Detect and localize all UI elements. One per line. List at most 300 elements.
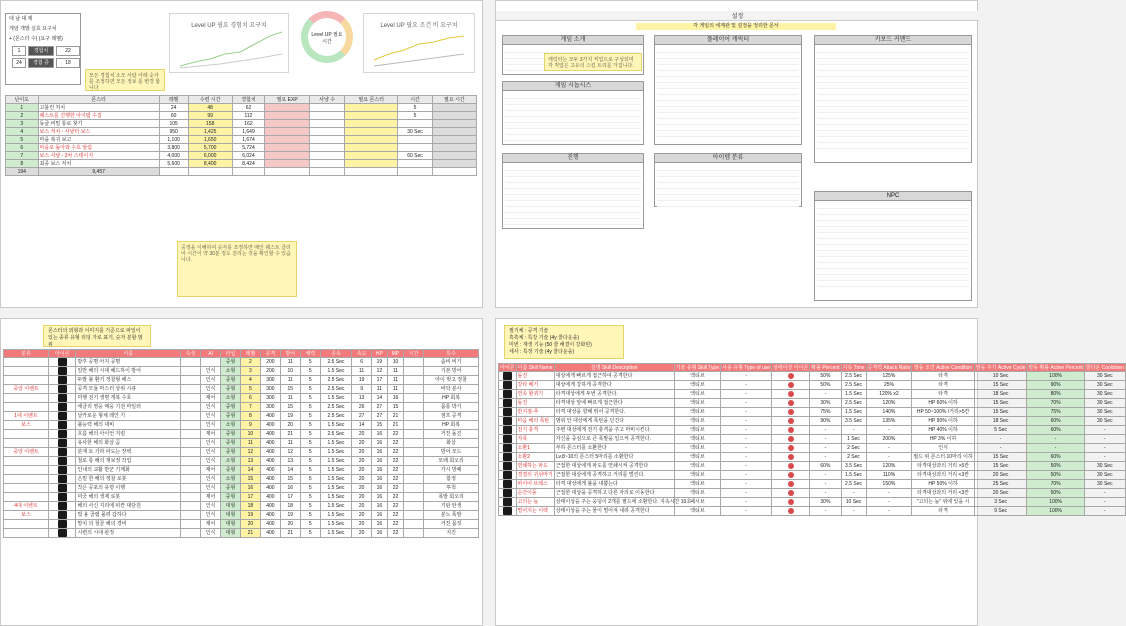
class-cell[interactable]: [4, 475, 49, 484]
skill-type-cell[interactable]: 액티브: [674, 399, 720, 408]
hp-cell[interactable]: 5: [300, 466, 320, 475]
hp-cell[interactable]: 5: [300, 394, 320, 403]
duration-cell[interactable]: 2.5 Sec: [841, 372, 866, 381]
active-percent-cell[interactable]: 50%: [1027, 489, 1084, 498]
special-cell[interactable]: 아이 벗고 정찰: [424, 376, 479, 385]
use-type-cell[interactable]: -: [721, 453, 772, 462]
active-percent-cell[interactable]: 100%: [1027, 498, 1084, 507]
stat-cell[interactable]: 22: [387, 502, 404, 511]
ai-cell[interactable]: 제어: [201, 394, 221, 403]
use-type-cell[interactable]: -: [721, 489, 772, 498]
percent-cell[interactable]: 90%: [810, 417, 841, 426]
percent-cell[interactable]: -: [810, 471, 841, 480]
value-cell[interactable]: [310, 104, 345, 112]
defense-cell[interactable]: 19: [280, 412, 300, 421]
time-cell[interactable]: 60 Sec: [398, 152, 433, 160]
defense-cell[interactable]: 21: [280, 529, 300, 538]
time-cell[interactable]: 5: [398, 104, 433, 112]
level-cell[interactable]: 7: [240, 403, 260, 412]
class-cell[interactable]: [4, 457, 49, 466]
skill-desc-cell[interactable]: 상태이상을 주는 물이 떨어져 내려 공격한다: [554, 507, 674, 516]
skill-name-cell[interactable]: 전기 충격: [516, 426, 554, 435]
attribute-cell[interactable]: [181, 511, 201, 520]
stat-cell[interactable]: 22: [387, 457, 404, 466]
value-cell[interactable]: [310, 152, 345, 160]
use-type-cell[interactable]: -: [721, 480, 772, 489]
use-type-cell[interactable]: -: [721, 372, 772, 381]
attack-cell[interactable]: 400: [260, 421, 280, 430]
type-cell[interactable]: 소형: [221, 475, 241, 484]
quest-name-cell[interactable]: 최종 보스 처치: [38, 160, 159, 168]
type-cell[interactable]: 중형: [221, 358, 241, 367]
stat-cell[interactable]: 17: [372, 376, 388, 385]
cooldown-cell[interactable]: 30 Sec: [1084, 417, 1125, 426]
condition-cell[interactable]: 타격대상과의 거리 >5칸: [912, 462, 974, 471]
time-cell[interactable]: [404, 412, 424, 421]
condition-cell[interactable]: HP 50% 이하: [912, 480, 974, 489]
condition-cell[interactable]: 인식: [912, 444, 974, 453]
skill-desc-cell[interactable]: 상태이상을 주는 웅덩이 2개를 필드에 소환한다. 지속시간 10초: [555, 499, 692, 505]
value-cell[interactable]: 6,024: [232, 152, 265, 160]
level-cell[interactable]: 7: [6, 152, 39, 160]
condition-cell[interactable]: 타격: [912, 390, 974, 399]
special-cell[interactable]: 투척: [424, 484, 479, 493]
skill-name-cell[interactable]: 파이어 브레스: [516, 480, 554, 489]
attack-cell[interactable]: 300: [260, 376, 280, 385]
use-type-cell[interactable]: -: [721, 390, 772, 399]
special-cell[interactable]: 폭발 회오리: [424, 493, 479, 502]
defense-cell[interactable]: 11: [280, 394, 300, 403]
speed-cell[interactable]: 1.5 Sec: [320, 484, 351, 493]
skill-type-cell[interactable]: 액티브: [674, 462, 720, 471]
speed-cell[interactable]: 2.5 Sec: [320, 403, 351, 412]
monster-name-cell[interactable]: 공격 모듈 마스터 상위 시큐: [76, 385, 181, 394]
attack-cell[interactable]: 400: [260, 448, 280, 457]
type-cell[interactable]: 중형: [221, 412, 241, 421]
defense-cell[interactable]: 20: [280, 520, 300, 529]
condition-cell[interactable]: 타격: [912, 507, 974, 516]
value-cell[interactable]: [265, 128, 310, 136]
cooldown-cell[interactable]: 30 Sec: [1084, 372, 1125, 381]
time-cell[interactable]: [404, 439, 424, 448]
condition-cell[interactable]: HP 3% 이하: [912, 435, 974, 444]
skill-name-cell[interactable]: 반지점-푸: [516, 408, 554, 417]
stat-cell[interactable]: 6: [352, 358, 372, 367]
speed-cell[interactable]: 1.5 Sec: [320, 421, 351, 430]
percent-cell[interactable]: -: [810, 453, 841, 462]
skill-type-cell[interactable]: 액티브: [674, 372, 720, 381]
cycle-cell[interactable]: 20 Sec: [974, 471, 1027, 480]
special-cell[interactable]: 지진: [424, 529, 479, 538]
attribute-cell[interactable]: [181, 448, 201, 457]
level-cell[interactable]: 12: [240, 448, 260, 457]
attribute-cell[interactable]: [181, 430, 201, 439]
ai-cell[interactable]: 인식: [201, 502, 221, 511]
stat-cell[interactable]: 22: [387, 520, 404, 529]
time-cell[interactable]: [404, 385, 424, 394]
ai-cell[interactable]: 인식: [201, 511, 221, 520]
skill-name-cell[interactable]: 소환1: [516, 444, 554, 453]
attribute-cell[interactable]: [181, 358, 201, 367]
value-cell[interactable]: [310, 112, 345, 120]
stat-cell[interactable]: 11: [387, 367, 404, 376]
quest-name-cell[interactable]: 마을 복귀 보고: [38, 136, 159, 144]
type-cell[interactable]: 대형: [221, 511, 241, 520]
attribute-cell[interactable]: [181, 493, 201, 502]
hp-cell[interactable]: 5: [300, 385, 320, 394]
value-cell[interactable]: [432, 120, 476, 128]
attribute-cell[interactable]: [181, 502, 201, 511]
condition-cell[interactable]: HP 90% 이하: [912, 417, 974, 426]
cycle-cell[interactable]: 15 Sec: [974, 399, 1027, 408]
defense-cell[interactable]: 16: [280, 484, 300, 493]
value-cell[interactable]: [310, 144, 345, 152]
skill-type-cell[interactable]: 액티브: [674, 489, 720, 498]
monster-name-cell[interactable]: 일반 해의 시대 헤드하이 방어: [76, 367, 181, 376]
attribute-cell[interactable]: [181, 403, 201, 412]
stat-cell[interactable]: 16: [372, 439, 388, 448]
attribute-cell[interactable]: [181, 394, 201, 403]
stat-cell[interactable]: 20: [352, 430, 372, 439]
stat-cell[interactable]: 19: [352, 376, 372, 385]
ai-cell[interactable]: 인식: [201, 367, 221, 376]
time-cell[interactable]: 30 Sec: [398, 128, 433, 136]
skill-name-cell[interactable]: 순간이동: [516, 489, 554, 498]
special-cell[interactable]: HP 회복: [424, 394, 479, 403]
skill-desc-cell[interactable]: 타격 대상에게 불을 내뿜는다: [554, 480, 674, 489]
value-cell[interactable]: [345, 160, 398, 168]
skill-type-cell[interactable]: 패시브: [674, 498, 720, 507]
attack-ratio-cell[interactable]: 120% x2: [866, 390, 912, 399]
type-cell[interactable]: 중형: [221, 385, 241, 394]
stat-cell[interactable]: 20: [352, 448, 372, 457]
stat-cell[interactable]: 22: [387, 493, 404, 502]
hp-cell[interactable]: 5: [300, 403, 320, 412]
skill-name-cell[interactable]: 돌진: [516, 372, 554, 381]
attack-cell[interactable]: 400: [260, 493, 280, 502]
attack-ratio-cell[interactable]: 110%: [866, 471, 912, 480]
value-cell[interactable]: [345, 144, 398, 152]
level-cell[interactable]: 6: [240, 394, 260, 403]
special-cell[interactable]: 몸통 박기: [424, 403, 479, 412]
stat-cell[interactable]: 12: [372, 367, 388, 376]
ai-cell[interactable]: 제어: [201, 430, 221, 439]
class-cell[interactable]: [4, 394, 49, 403]
speed-cell[interactable]: 1.5 Sec: [320, 457, 351, 466]
skill-desc-cell[interactable]: 근접한 대상을 공격하고 다른 자리로 이동한다: [554, 489, 674, 498]
special-cell[interactable]: 가시 방패: [424, 466, 479, 475]
cycle-cell[interactable]: -: [974, 435, 1027, 444]
class-cell[interactable]: 보스: [4, 511, 49, 520]
stat-cell[interactable]: 22: [387, 484, 404, 493]
defense-cell[interactable]: 19: [280, 511, 300, 520]
special-cell[interactable]: 기판 탄생: [424, 502, 479, 511]
cooldown-cell[interactable]: -: [1084, 435, 1125, 444]
value-cell[interactable]: [432, 112, 476, 120]
class-cell[interactable]: [4, 430, 49, 439]
monster-name-cell[interactable]: 인내의 교활 반군 기계화: [76, 466, 181, 475]
skill-name-cell[interactable]: 경결의 귀섞마기: [517, 472, 553, 478]
type-cell[interactable]: 중형: [221, 448, 241, 457]
class-cell[interactable]: 1대 이벤트: [4, 412, 49, 421]
time-cell[interactable]: [404, 448, 424, 457]
skill-type-cell[interactable]: 액티브: [674, 381, 720, 390]
speed-cell[interactable]: 1.5 Sec: [320, 511, 351, 520]
defense-cell[interactable]: 11: [280, 439, 300, 448]
level-cell[interactable]: 4: [6, 128, 39, 136]
hp-cell[interactable]: 5: [300, 484, 320, 493]
cooldown-cell[interactable]: -: [1084, 453, 1125, 462]
special-cell[interactable]: 함정: [424, 475, 479, 484]
value-cell[interactable]: 6,000: [188, 152, 232, 160]
cycle-cell[interactable]: 15 Sec: [974, 408, 1027, 417]
class-cell[interactable]: [4, 484, 49, 493]
active-percent-cell[interactable]: 100%: [1027, 507, 1084, 516]
cell[interactable]: 1: [12, 46, 26, 56]
stat-cell[interactable]: 16: [372, 430, 388, 439]
cooldown-cell[interactable]: 30 Sec: [1084, 399, 1125, 408]
cell[interactable]: 경험치: [28, 46, 54, 56]
stat-cell[interactable]: 22: [387, 475, 404, 484]
cycle-cell[interactable]: 10 Sec: [974, 372, 1027, 381]
class-cell[interactable]: [4, 466, 49, 475]
ai-cell[interactable]: 인식: [201, 421, 221, 430]
skill-desc-cell[interactable]: 주변 대상에게 전기 충격을 주고 마비시킨다.: [554, 426, 674, 435]
attribute-cell[interactable]: [181, 385, 201, 394]
stat-cell[interactable]: 20: [352, 520, 372, 529]
skill-desc-cell[interactable]: Lv.8~10의 몬스터 5마리를 소환한다: [554, 453, 674, 462]
skill-type-cell[interactable]: 액티브: [674, 471, 720, 480]
level-cell[interactable]: 9: [240, 421, 260, 430]
duration-cell[interactable]: -: [841, 426, 866, 435]
attack-ratio-cell[interactable]: -: [866, 426, 912, 435]
stat-cell[interactable]: 11: [387, 385, 404, 394]
time-cell[interactable]: [404, 457, 424, 466]
class-cell[interactable]: [4, 493, 49, 502]
stat-cell[interactable]: 22: [387, 430, 404, 439]
duration-cell[interactable]: 1 Sec: [841, 435, 866, 444]
stat-cell[interactable]: 20: [352, 529, 372, 538]
cycle-cell[interactable]: 18 Sec: [974, 417, 1027, 426]
value-cell[interactable]: [345, 112, 398, 120]
attack-ratio-cell[interactable]: -: [866, 507, 912, 516]
ai-cell[interactable]: 제어: [201, 520, 221, 529]
skill-type-cell[interactable]: 액티브: [674, 507, 720, 516]
stat-cell[interactable]: 22: [387, 511, 404, 520]
cycle-cell[interactable]: 3 Sec: [974, 498, 1027, 507]
value-cell[interactable]: [432, 104, 476, 112]
stat-cell[interactable]: 19: [372, 358, 388, 367]
skill-type-cell[interactable]: 액티브: [674, 426, 720, 435]
stat-cell[interactable]: 13: [352, 394, 372, 403]
value-cell[interactable]: 1,100: [159, 136, 188, 144]
ai-cell[interactable]: 인식: [201, 457, 221, 466]
monster-name-cell[interactable]: 불능력 해의 대비: [76, 421, 181, 430]
attack-ratio-cell[interactable]: 120%: [866, 462, 912, 471]
defense-cell[interactable]: 21: [280, 430, 300, 439]
skill-type-cell[interactable]: 액티브: [674, 453, 720, 462]
stat-cell[interactable]: 20: [352, 439, 372, 448]
hp-cell[interactable]: 5: [300, 367, 320, 376]
stat-cell[interactable]: 15: [372, 421, 388, 430]
monster-name-cell[interactable]: 철로 통 해의 재보정 작업: [76, 457, 181, 466]
value-cell[interactable]: 105: [159, 120, 188, 128]
percent-cell[interactable]: -: [810, 390, 841, 399]
percent-cell[interactable]: -: [810, 507, 841, 516]
level-cell[interactable]: 19: [240, 511, 260, 520]
hp-cell[interactable]: 5: [300, 412, 320, 421]
time-cell[interactable]: [404, 484, 424, 493]
value-cell[interactable]: 5,724: [232, 144, 265, 152]
stat-cell[interactable]: 16: [372, 493, 388, 502]
skill-desc-cell[interactable]: 대상에게 강하게 공격한다: [554, 381, 674, 390]
monster-name-cell[interactable]: 미행 전기 생명 개복 수호: [76, 394, 181, 403]
skill-type-cell[interactable]: 액티브: [674, 417, 720, 426]
hp-cell[interactable]: 5: [300, 448, 320, 457]
stat-cell[interactable]: 21: [387, 412, 404, 421]
time-cell[interactable]: [404, 493, 424, 502]
percent-cell[interactable]: -: [810, 489, 841, 498]
speed-cell[interactable]: 1.5 Sec: [320, 502, 351, 511]
quest-name-cell[interactable]: 퀘스트를 진행한 아이템 수집: [38, 112, 159, 120]
use-type-cell[interactable]: -: [721, 498, 772, 507]
stat-cell[interactable]: 20: [352, 457, 372, 466]
cooldown-cell[interactable]: 30 Sec: [1084, 471, 1125, 480]
skill-name-cell[interactable]: 연속 할퀴기: [516, 390, 554, 399]
stat-cell[interactable]: 16: [372, 529, 388, 538]
value-cell[interactable]: [265, 160, 310, 168]
stat-cell[interactable]: 14: [352, 421, 372, 430]
value-cell[interactable]: 950: [159, 128, 188, 136]
duration-cell[interactable]: 2 Sec: [841, 444, 866, 453]
monster-name-cell[interactable]: 망치 의 철골 해의 경비: [76, 520, 181, 529]
defense-cell[interactable]: 12: [280, 448, 300, 457]
cooldown-cell[interactable]: -: [1084, 444, 1125, 453]
cooldown-cell[interactable]: 30 Sec: [1084, 381, 1125, 390]
value-cell[interactable]: 8,400: [188, 160, 232, 168]
defense-cell[interactable]: 15: [280, 403, 300, 412]
value-cell[interactable]: 99: [188, 112, 232, 120]
attack-cell[interactable]: 300: [260, 385, 280, 394]
time-cell[interactable]: [404, 502, 424, 511]
value-cell[interactable]: [345, 136, 398, 144]
type-cell[interactable]: 중형: [221, 403, 241, 412]
special-cell[interactable]: 바닥 분사: [424, 385, 479, 394]
ai-cell[interactable]: 인식: [201, 403, 221, 412]
duration-cell[interactable]: 1.5 Sec: [841, 408, 866, 417]
cycle-cell[interactable]: 15 Sec: [974, 381, 1027, 390]
percent-cell[interactable]: 50%: [810, 381, 841, 390]
skill-desc-cell[interactable]: 타격대상에게 두번 공격한다.: [554, 390, 674, 399]
speed-cell[interactable]: 2.5 Sec: [320, 430, 351, 439]
stat-cell[interactable]: 27: [352, 412, 372, 421]
active-percent-cell[interactable]: 60%: [1027, 453, 1084, 462]
active-percent-cell[interactable]: -: [1027, 435, 1084, 444]
ai-cell[interactable]: 인식: [201, 385, 221, 394]
stat-cell[interactable]: 20: [352, 511, 372, 520]
level-cell[interactable]: 6: [6, 144, 39, 152]
value-cell[interactable]: [265, 120, 310, 128]
level-cell[interactable]: 17: [240, 493, 260, 502]
class-cell[interactable]: [4, 529, 49, 538]
stat-cell[interactable]: 16: [372, 448, 388, 457]
duration-cell[interactable]: 3.5 Sec: [841, 462, 866, 471]
stat-cell[interactable]: 21: [387, 421, 404, 430]
cycle-cell[interactable]: -: [974, 444, 1027, 453]
time-cell[interactable]: [404, 466, 424, 475]
attack-ratio-cell[interactable]: 25%: [866, 381, 912, 390]
skill-type-cell[interactable]: 액티브: [674, 390, 720, 399]
percent-cell[interactable]: -: [810, 444, 841, 453]
use-type-cell[interactable]: -: [721, 435, 772, 444]
level-cell[interactable]: 5: [240, 385, 260, 394]
speed-cell[interactable]: 2.5 Sec: [320, 358, 351, 367]
value-cell[interactable]: 48: [188, 104, 232, 112]
class-cell[interactable]: 중앙 이벤트: [4, 448, 49, 457]
cycle-cell[interactable]: 15 Sec: [974, 462, 1027, 471]
active-percent-cell[interactable]: 70%: [1027, 480, 1084, 489]
attack-cell[interactable]: 400: [260, 502, 280, 511]
value-cell[interactable]: [265, 136, 310, 144]
stat-cell[interactable]: 27: [372, 403, 388, 412]
skill-name-cell[interactable]: 고의는 늪: [516, 498, 554, 507]
level-cell[interactable]: 21: [240, 529, 260, 538]
stat-cell[interactable]: 22: [387, 448, 404, 457]
use-type-cell[interactable]: -: [721, 426, 772, 435]
stat-cell[interactable]: 22: [387, 439, 404, 448]
duration-cell[interactable]: -: [841, 489, 866, 498]
monster-name-cell[interactable]: 흐름 해의 아이언 지킴: [76, 430, 181, 439]
use-type-cell[interactable]: -: [721, 471, 772, 480]
active-percent-cell[interactable]: 70%: [1027, 399, 1084, 408]
active-percent-cell[interactable]: 50%: [1027, 471, 1084, 480]
class-cell[interactable]: [4, 376, 49, 385]
time-cell[interactable]: [404, 430, 424, 439]
stat-cell[interactable]: 16: [387, 394, 404, 403]
special-cell[interactable]: 거친 돌진: [424, 430, 479, 439]
monster-name-cell[interactable]: 두발 불 환기 정찰형 해스: [76, 376, 181, 385]
duration-cell[interactable]: 1.5 Sec: [841, 390, 866, 399]
value-cell[interactable]: 162: [232, 120, 265, 128]
attribute-cell[interactable]: [181, 484, 201, 493]
quest-name-cell[interactable]: 마을로 돌아와 수호 알림: [38, 144, 159, 152]
skill-desc-cell[interactable]: 타격대상 앞에 빠르게 접근한다: [554, 399, 674, 408]
level-cell[interactable]: 1: [6, 104, 39, 112]
speed-cell[interactable]: 1.5 Sec: [320, 529, 351, 538]
duration-cell[interactable]: 2.5 Sec: [841, 381, 866, 390]
level-cell[interactable]: 15: [240, 475, 260, 484]
cycle-cell[interactable]: 18 Sec: [974, 390, 1027, 399]
percent-cell[interactable]: -: [810, 480, 841, 489]
cycle-cell[interactable]: 15 Sec: [974, 453, 1027, 462]
time-cell[interactable]: [404, 511, 424, 520]
cycle-cell[interactable]: 9 Sec: [974, 507, 1027, 516]
condition-cell[interactable]: 타격대상과의 거리 <3칸: [912, 489, 974, 498]
value-cell[interactable]: 4,000: [159, 152, 188, 160]
monster-name-cell[interactable]: 에클리 영웅 메웅 기전 마일러: [76, 403, 181, 412]
ai-cell[interactable]: 인식: [201, 412, 221, 421]
stat-cell[interactable]: 20: [352, 502, 372, 511]
type-cell[interactable]: 중형: [221, 484, 241, 493]
attack-cell[interactable]: 200: [260, 367, 280, 376]
level-cell[interactable]: 14: [240, 466, 260, 475]
hp-cell[interactable]: 5: [300, 358, 320, 367]
monster-name-cell[interactable]: 은밀 한 해의 정찰 로봇: [76, 475, 181, 484]
level-cell[interactable]: 18: [240, 502, 260, 511]
special-cell[interactable]: 분노 폭발: [424, 511, 479, 520]
special-cell[interactable]: 점프 공격: [424, 412, 479, 421]
cooldown-cell[interactable]: -: [1084, 426, 1125, 435]
